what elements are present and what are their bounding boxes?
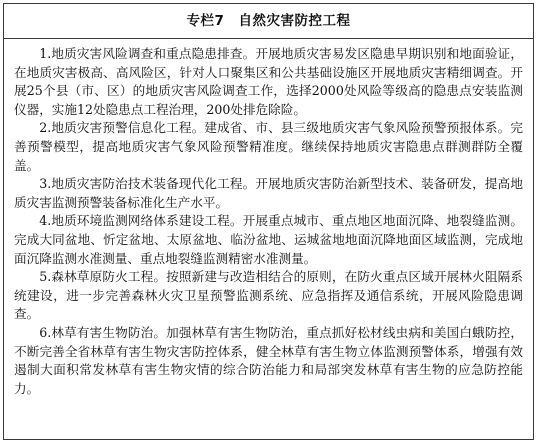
item-paragraph: 4.地质环境监测网络体系建设工程。开展重点城市、重点地区地面沉降、地裂缝监测。完成大同盆地、忻定盆地、太原盆地、临汾盆地、运城盆地地面沉降地面区域监测，完成地面沉降监测水准测量、重点地裂缝监测精密水准测量。 (14, 213, 523, 266)
box-content (4, 39, 533, 398)
item-paragraph: 2.地质灾害预警信息化工程。建成省、市、县三级地质灾害气象风险预警预报体系。完善预警模型，提高地质灾害气象风险预警精准度。继续保持地质灾害隐患点群测群防全覆盖。 (14, 120, 523, 173)
box-title-text: 自然灾害防控工程 (238, 13, 351, 29)
box-title (4, 4, 533, 39)
item-paragraph: 3.地质灾害防治技术装备现代化工程。开展地质灾害防治新型技术、装备研发，提高地质灾害监测预警装备标准化生产水平。 (14, 176, 523, 210)
box-title-label: 专栏7 (186, 13, 225, 29)
item-paragraph: 1.地质灾害风险调查和重点隐患排查。开展地质灾害易发区隐患早期识别和地面验证，在地质灾害极高、高风险区，针对人口聚集区和公共基础设施区开展地质灾害精细调查。开展25个县（市、区）的地质灾害风险调查工作，选择2000处风险等级高的隐患点安装监测仪器，实施12处隐患点工程治理，200处排危除险。 (14, 46, 523, 117)
item-paragraph: 5.森林草原防火工程。按照新建与改造相结合的原则，在防火重点区域开展林火阻隔系统建设，进一步完善森林火灾卫星预警监测系统、应急指挥及通信系统，开展风险隐患调查。 (14, 269, 523, 322)
column-box (3, 3, 534, 440)
item-paragraph: 6.林草有害生物防治。加强林草有害生物防治，重点抓好松材线虫病和美国白蛾防控，不断完善全省林草有害生物灾害防控体系，健全林草有害生物立体监测预警体系，增强有效遏制大面积常发林草有害生物灾情的综合防治能力和局部突发林草有害生物的应急防控能力。 (14, 324, 523, 396)
